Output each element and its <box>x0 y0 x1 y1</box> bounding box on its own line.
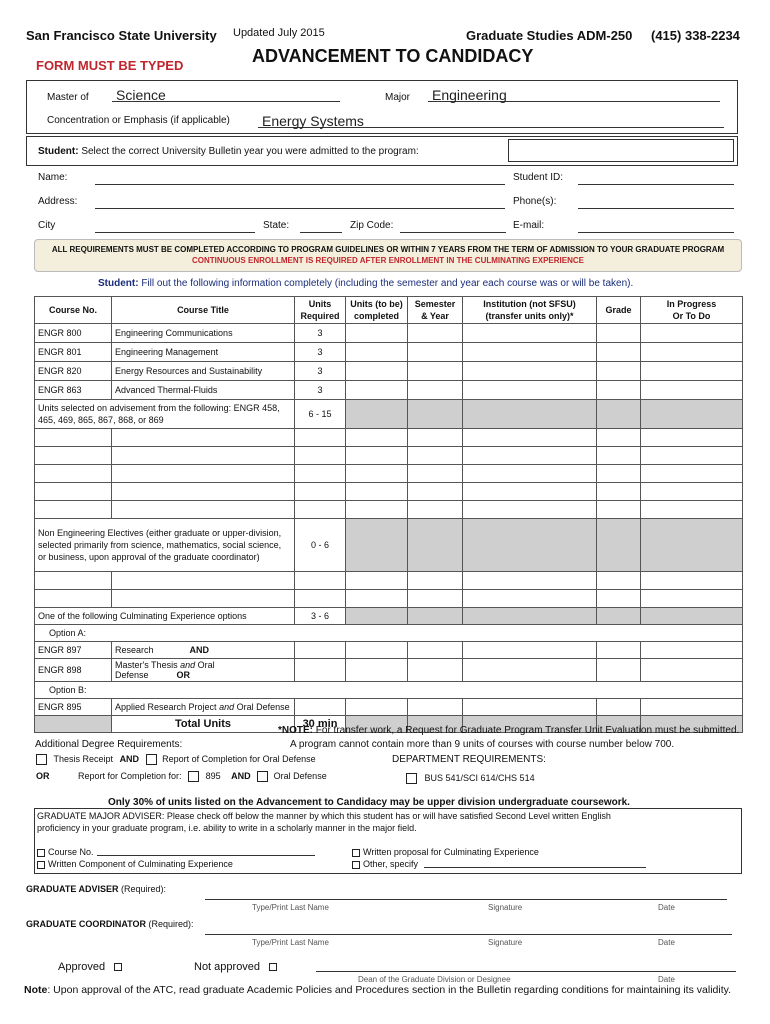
grade-cell[interactable] <box>597 659 641 682</box>
state-field[interactable] <box>300 220 342 233</box>
institution-cell[interactable] <box>463 590 597 608</box>
semester-cell[interactable] <box>408 324 463 343</box>
course-no: ENGR 898 <box>35 659 112 682</box>
course-title-cell[interactable] <box>112 429 295 447</box>
written-component-label: Written Component of Culminating Experience <box>48 859 233 869</box>
concentration-value: Energy Systems <box>262 113 364 129</box>
units-completed-cell[interactable] <box>346 642 408 659</box>
advisement-units: 6 - 15 <box>295 400 346 429</box>
units-completed-cell[interactable] <box>346 465 408 483</box>
table-row <box>35 659 743 682</box>
grade-cell[interactable] <box>597 590 641 608</box>
course-title: Engineering Communications <box>112 324 295 343</box>
course-no-checkbox[interactable] <box>37 849 45 857</box>
course-title: Engineering Management <box>112 343 295 362</box>
institution-cell[interactable] <box>463 343 597 362</box>
course-title <box>112 699 295 716</box>
or-label: OR <box>36 771 50 781</box>
table-row <box>35 590 743 608</box>
course-title-cell[interactable] <box>112 465 295 483</box>
additional-requirements: Additional Degree Requirements: <box>35 739 183 750</box>
semester-cell[interactable] <box>408 501 463 519</box>
adviser-signature-caption: Signature <box>488 903 523 912</box>
must-be-typed-notice: FORM MUST BE TYPED <box>36 58 184 73</box>
course-title-cell[interactable] <box>112 501 295 519</box>
units-completed-cell[interactable] <box>346 429 408 447</box>
concentration-label: Concentration or Emphasis (if applicable) <box>47 115 230 126</box>
engr895-title-b: Oral Defense <box>234 702 290 712</box>
instructions-text: Fill out the following information completely (including the semester and year each course was or will be taken). <box>141 278 634 289</box>
institution-cell[interactable] <box>463 572 597 590</box>
footer-note <box>24 984 731 996</box>
progress-h2: Or To Do <box>672 311 711 321</box>
course-no: ENGR 895 <box>35 699 112 716</box>
units-required-h2: Required <box>300 311 340 321</box>
upper-division-note: Only 30% of units listed on the Advancement to Candidacy may be upper division undergraduate coursework. <box>108 797 630 808</box>
gray-cell <box>463 519 597 572</box>
course-no-cell[interactable] <box>35 429 112 447</box>
non-eng-row <box>35 519 743 572</box>
advisement-text: Units selected on advisement from the following: ENGR 458, 465, 469, 865, 867, 868, or 869 <box>35 400 295 429</box>
adviser-text-1: GRADUATE MAJOR ADVISER: Please check off below the manner by which this student has or will have satisfied Second Level written English <box>37 811 611 821</box>
course-title: Energy Resources and Sustainability <box>112 362 295 381</box>
culminating-text: One of the following Culminating Experience options <box>35 608 295 625</box>
895-checkbox[interactable] <box>188 771 199 782</box>
units-completed-cell[interactable] <box>346 590 408 608</box>
report-oral-checkbox[interactable] <box>146 754 157 765</box>
semester-cell[interactable] <box>408 483 463 501</box>
table-instructions <box>98 278 633 289</box>
coordinator-signature-label <box>26 919 194 929</box>
footer-note-text: : Upon approval of the ATC, read graduate Academic Policies and Procedures section in the Bulletin regarding conditions for maintaining its validity. <box>47 984 732 996</box>
progress-cell[interactable] <box>641 447 743 465</box>
non-eng-units: 0 - 6 <box>295 519 346 572</box>
units-cell[interactable] <box>295 465 346 483</box>
course-no-cell[interactable] <box>35 590 112 608</box>
name-label: Name: <box>38 172 68 183</box>
course-no-option-label: Course No. <box>48 847 94 857</box>
units-completed-cell[interactable] <box>346 343 408 362</box>
coordinator-date-caption: Date <box>658 938 675 947</box>
oral-defense-checkbox[interactable] <box>257 771 268 782</box>
course-no: ENGR 800 <box>35 324 112 343</box>
engr898-title-and: and <box>180 660 196 670</box>
progress-cell[interactable] <box>641 465 743 483</box>
progress-cell[interactable] <box>641 501 743 519</box>
units-completed-h1: Units (to be) <box>350 299 403 309</box>
name-field[interactable] <box>95 172 505 185</box>
option-b-label: Option B: <box>35 682 743 699</box>
units-completed-h2: completed <box>353 311 399 321</box>
written-component-option <box>37 859 233 869</box>
banner-line-2: CONTINUOUS ENROLLMENT IS REQUIRED AFTER ENROLLMENT IN THE CULMINATING EXPERIENCE <box>191 256 584 265</box>
written-component-checkbox[interactable] <box>37 861 45 869</box>
course-title-cell[interactable] <box>112 572 295 590</box>
units-cell[interactable] <box>295 429 346 447</box>
progress-cell[interactable] <box>641 362 743 381</box>
coordinator-required: (Required): <box>148 919 194 929</box>
table-row <box>35 324 743 343</box>
not-approved-label: Not approved <box>194 961 261 973</box>
col-units-completed <box>346 297 408 324</box>
table-row <box>35 362 743 381</box>
table-row <box>35 381 743 400</box>
adviser-date-caption: Date <box>658 903 675 912</box>
dean-signature-line[interactable] <box>316 960 736 972</box>
other-specify-checkbox[interactable] <box>352 861 360 869</box>
not-approved-option <box>194 961 280 973</box>
grade-cell[interactable] <box>597 324 641 343</box>
grade-cell[interactable] <box>597 362 641 381</box>
gray-cell <box>597 400 641 429</box>
units-cell[interactable] <box>295 572 346 590</box>
page-title: ADVANCEMENT TO CANDIDACY <box>252 46 534 66</box>
grade-cell[interactable] <box>597 447 641 465</box>
progress-cell[interactable] <box>641 699 743 716</box>
units-completed-cell[interactable] <box>346 659 408 682</box>
total-label: Total Units <box>112 716 295 733</box>
banner-line-1: ALL REQUIREMENTS MUST BE COMPLETED ACCORDING TO PROGRAM GUIDELINES OR WITHIN 7 YEARS FROM THE TERM OF ADMISSION TO YOUR GRADUATE PROGRAM <box>51 245 725 254</box>
written-proposal-checkbox[interactable] <box>352 849 360 857</box>
master-of-value: Science <box>116 87 166 103</box>
engr898-title-a: Master's Thesis <box>115 660 181 670</box>
progress-cell[interactable] <box>641 642 743 659</box>
transfer-note <box>278 725 739 736</box>
gray-cell <box>641 608 743 625</box>
col-units-required <box>295 297 346 324</box>
adviser-type-print: Type/Print Last Name <box>252 903 329 912</box>
institution-cell[interactable] <box>463 465 597 483</box>
grade-cell[interactable] <box>597 642 641 659</box>
course-no: ENGR 863 <box>35 381 112 400</box>
advisement-row <box>35 400 743 429</box>
progress-cell[interactable] <box>641 590 743 608</box>
table-row <box>35 501 743 519</box>
units-completed-cell[interactable] <box>346 572 408 590</box>
address-label: Address: <box>38 196 78 207</box>
institution-cell[interactable] <box>463 429 597 447</box>
major-label: Major <box>385 92 411 103</box>
progress-h1: In Progress <box>666 299 717 309</box>
gray-cell <box>463 608 597 625</box>
grade-cell[interactable] <box>597 483 641 501</box>
semester-h1: Semester <box>414 299 456 309</box>
transfer-note-text: For transfer work, a Request for Graduate Program Transfer Unit Evaluation must be submitted. <box>315 725 740 736</box>
institution-cell[interactable] <box>463 381 597 400</box>
total-value: 30 min <box>295 716 346 733</box>
grade-cell[interactable] <box>597 501 641 519</box>
gray-cell <box>463 400 597 429</box>
col-course-no: Course No. <box>35 297 112 324</box>
bulletin-text: Select the correct University Bulletin year you were admitted to the program: <box>81 146 419 157</box>
units-completed-cell[interactable] <box>346 483 408 501</box>
units-required-h1: Units <box>308 299 332 309</box>
progress-cell[interactable] <box>641 659 743 682</box>
units-completed-cell[interactable] <box>346 381 408 400</box>
semester-cell[interactable] <box>408 447 463 465</box>
units-cell[interactable] <box>295 642 346 659</box>
progress-cell[interactable] <box>641 381 743 400</box>
max-units-note: A program cannot contain more than 9 units of courses with course number below 700. <box>290 739 675 750</box>
thesis-receipt-row <box>36 754 316 765</box>
or-word: OR <box>176 670 191 680</box>
city-field[interactable] <box>95 220 255 233</box>
student-id-label: Student ID: <box>513 172 564 183</box>
and-label: AND <box>119 754 140 764</box>
progress-cell[interactable] <box>641 572 743 590</box>
units-required: 3 <box>295 343 346 362</box>
units-completed-cell[interactable] <box>346 501 408 519</box>
units-cell[interactable] <box>295 659 346 682</box>
course-title-cell[interactable] <box>112 590 295 608</box>
form-code: Graduate Studies ADM-250 <box>466 28 633 43</box>
other-specify-field[interactable] <box>424 857 646 868</box>
units-completed-cell[interactable] <box>346 699 408 716</box>
university-name: San Francisco State University <box>26 28 217 43</box>
phones-field[interactable] <box>578 196 734 209</box>
approved-option <box>58 961 125 973</box>
engr898-title-b: Oral Defense <box>115 660 215 680</box>
not-approved-checkbox[interactable] <box>269 963 277 971</box>
zip-label: Zip Code: <box>350 220 394 231</box>
progress-cell[interactable] <box>641 324 743 343</box>
grade-cell[interactable] <box>597 429 641 447</box>
transfer-note-bold: *NOTE: <box>278 725 313 736</box>
units-completed-cell[interactable] <box>346 447 408 465</box>
institution-cell[interactable] <box>463 324 597 343</box>
engr895-title-a: Applied Research Project <box>115 702 220 712</box>
units-cell[interactable] <box>295 501 346 519</box>
gray-cell <box>641 519 743 572</box>
report-completion-row <box>36 771 327 782</box>
units-completed-cell[interactable] <box>346 324 408 343</box>
table-row <box>35 572 743 590</box>
institution-cell[interactable] <box>463 642 597 659</box>
table-row <box>35 699 743 716</box>
table-row <box>35 343 743 362</box>
coordinator-signature-line[interactable] <box>205 923 732 935</box>
semester-cell[interactable] <box>408 381 463 400</box>
gray-cell <box>35 716 112 733</box>
institution-h1: Institution (not SFSU) <box>483 299 576 309</box>
thesis-receipt-checkbox[interactable] <box>36 754 47 765</box>
adviser-signature-label <box>26 884 166 894</box>
gray-cell <box>641 400 743 429</box>
adviser-instructions <box>37 810 611 834</box>
culminating-units: 3 - 6 <box>295 608 346 625</box>
bus-course-label: BUS 541/SCI 614/CHS 514 <box>424 773 535 783</box>
bus-course-row <box>406 773 535 784</box>
oral-defense-label: Oral Defense <box>273 771 327 781</box>
course-no-cell[interactable] <box>35 501 112 519</box>
table-row <box>35 642 743 659</box>
grade-cell[interactable] <box>597 572 641 590</box>
state-label: State: <box>263 220 290 231</box>
report-completion-label: Report for Completion for: <box>78 771 182 781</box>
col-grade: Grade <box>597 297 641 324</box>
table-row <box>35 429 743 447</box>
coordinator-label: GRADUATE COORDINATOR <box>26 919 146 929</box>
semester-cell[interactable] <box>408 343 463 362</box>
gray-cell <box>346 519 408 572</box>
course-title: Advanced Thermal-Fluids <box>112 381 295 400</box>
bulletin-year-field[interactable] <box>508 139 734 162</box>
semester-cell[interactable] <box>408 465 463 483</box>
email-label: E-mail: <box>513 220 545 231</box>
non-eng-text: Non Engineering Electives (either graduate or upper-division, selected primarily from science, mathematics, social science, or business, upon approval of the graduate coordinator) <box>35 519 295 572</box>
footer-note-label: Note <box>24 984 48 996</box>
table-row <box>35 483 743 501</box>
semester-cell[interactable] <box>408 362 463 381</box>
institution-cell[interactable] <box>463 501 597 519</box>
bulletin-instruction <box>38 146 419 157</box>
approved-checkbox[interactable] <box>114 963 122 971</box>
institution-cell[interactable] <box>463 659 597 682</box>
semester-cell[interactable] <box>408 699 463 716</box>
other-specify-label: Other, specify <box>363 859 419 869</box>
updated-date: Updated July 2015 <box>233 27 325 39</box>
dept-requirements: DEPARTMENT REQUIREMENTS: <box>392 754 546 765</box>
table-header-row <box>35 297 743 324</box>
units-required: 3 <box>295 324 346 343</box>
units-cell[interactable] <box>295 447 346 465</box>
col-semester <box>408 297 463 324</box>
course-title-cell[interactable] <box>112 483 295 501</box>
option-b-row <box>35 682 743 699</box>
thesis-receipt-label: Thesis Receipt <box>53 754 114 764</box>
course-title <box>112 642 295 659</box>
gray-cell <box>346 400 408 429</box>
gray-cell <box>408 608 463 625</box>
dean-date-caption: Date <box>658 975 675 984</box>
culminating-row <box>35 608 743 625</box>
major-value: Engineering <box>432 87 507 103</box>
grade-cell[interactable] <box>597 465 641 483</box>
institution-h2: (transfer units only)* <box>485 311 574 321</box>
col-institution <box>463 297 597 324</box>
progress-cell[interactable] <box>641 429 743 447</box>
institution-cell[interactable] <box>463 362 597 381</box>
grade-cell[interactable] <box>597 381 641 400</box>
semester-cell[interactable] <box>408 590 463 608</box>
instructions-student-label: Student: <box>98 278 139 289</box>
student-id-field[interactable] <box>578 172 734 185</box>
course-no-option <box>37 847 94 857</box>
gray-cell <box>408 400 463 429</box>
city-label: City <box>38 220 56 231</box>
col-progress <box>641 297 743 324</box>
course-no: ENGR 897 <box>35 642 112 659</box>
course-no-field[interactable] <box>97 845 315 856</box>
semester-h2: & Year <box>421 311 449 321</box>
written-proposal-option <box>352 847 539 857</box>
course-title-cell[interactable] <box>112 447 295 465</box>
option-a-row <box>35 625 743 642</box>
institution-cell[interactable] <box>463 699 597 716</box>
course-no: ENGR 801 <box>35 343 112 362</box>
units-cell[interactable] <box>295 590 346 608</box>
master-of-label: Master of <box>47 92 89 103</box>
units-cell[interactable] <box>295 483 346 501</box>
dean-caption: Dean of the Graduate Division or Designee <box>358 975 511 984</box>
and-word: AND <box>189 645 210 655</box>
bus-course-checkbox[interactable] <box>406 773 417 784</box>
zip-field[interactable] <box>400 220 506 233</box>
coordinator-type-print: Type/Print Last Name <box>252 938 329 947</box>
units-required: 3 <box>295 381 346 400</box>
adviser-signature-line[interactable] <box>205 888 727 900</box>
engr895-title-and: and <box>219 702 235 712</box>
units-completed-cell[interactable] <box>346 362 408 381</box>
semester-cell[interactable] <box>408 429 463 447</box>
units-required: 3 <box>295 362 346 381</box>
progress-cell[interactable] <box>641 343 743 362</box>
progress-cell[interactable] <box>641 483 743 501</box>
institution-cell[interactable] <box>463 447 597 465</box>
adviser-required: (Required): <box>121 884 167 894</box>
and-label-2: AND <box>231 771 251 781</box>
table-row <box>35 465 743 483</box>
bulletin-student-label: Student: <box>38 146 79 157</box>
option-a-label: Option A: <box>35 625 743 642</box>
coordinator-signature-caption: Signature <box>488 938 523 947</box>
semester-cell[interactable] <box>408 659 463 682</box>
semester-cell[interactable] <box>408 572 463 590</box>
requirements-banner <box>34 239 742 272</box>
institution-cell[interactable] <box>463 483 597 501</box>
approved-label: Approved <box>58 961 106 973</box>
units-cell[interactable] <box>295 699 346 716</box>
course-no-cell[interactable] <box>35 465 112 483</box>
course-table <box>34 296 743 733</box>
semester-cell[interactable] <box>408 642 463 659</box>
grade-cell[interactable] <box>597 699 641 716</box>
address-field[interactable] <box>95 196 505 209</box>
course-no-cell[interactable] <box>35 447 112 465</box>
gray-cell <box>597 608 641 625</box>
course-no-cell[interactable] <box>35 483 112 501</box>
adviser-text-2: proficiency in your graduate program, i.e. ability to write in a scholarly manner in the major field. <box>37 823 417 833</box>
adviser-label: GRADUATE ADVISER <box>26 884 119 894</box>
895-label: 895 <box>205 771 221 781</box>
col-course-title: Course Title <box>112 297 295 324</box>
phone-number: (415) 338-2234 <box>651 28 740 43</box>
engr897-title: Research <box>115 645 154 655</box>
written-proposal-label: Written proposal for Culminating Experience <box>363 847 539 857</box>
phones-label: Phone(s): <box>513 196 557 207</box>
gray-cell <box>346 608 408 625</box>
email-field[interactable] <box>578 220 734 233</box>
gray-cell <box>597 519 641 572</box>
report-oral-label: Report of Completion for Oral Defense <box>162 754 316 764</box>
grade-cell[interactable] <box>597 343 641 362</box>
course-title <box>112 659 295 682</box>
course-no-cell[interactable] <box>35 572 112 590</box>
gray-cell <box>408 519 463 572</box>
other-specify-option <box>352 859 418 869</box>
table-row <box>35 447 743 465</box>
course-no: ENGR 820 <box>35 362 112 381</box>
